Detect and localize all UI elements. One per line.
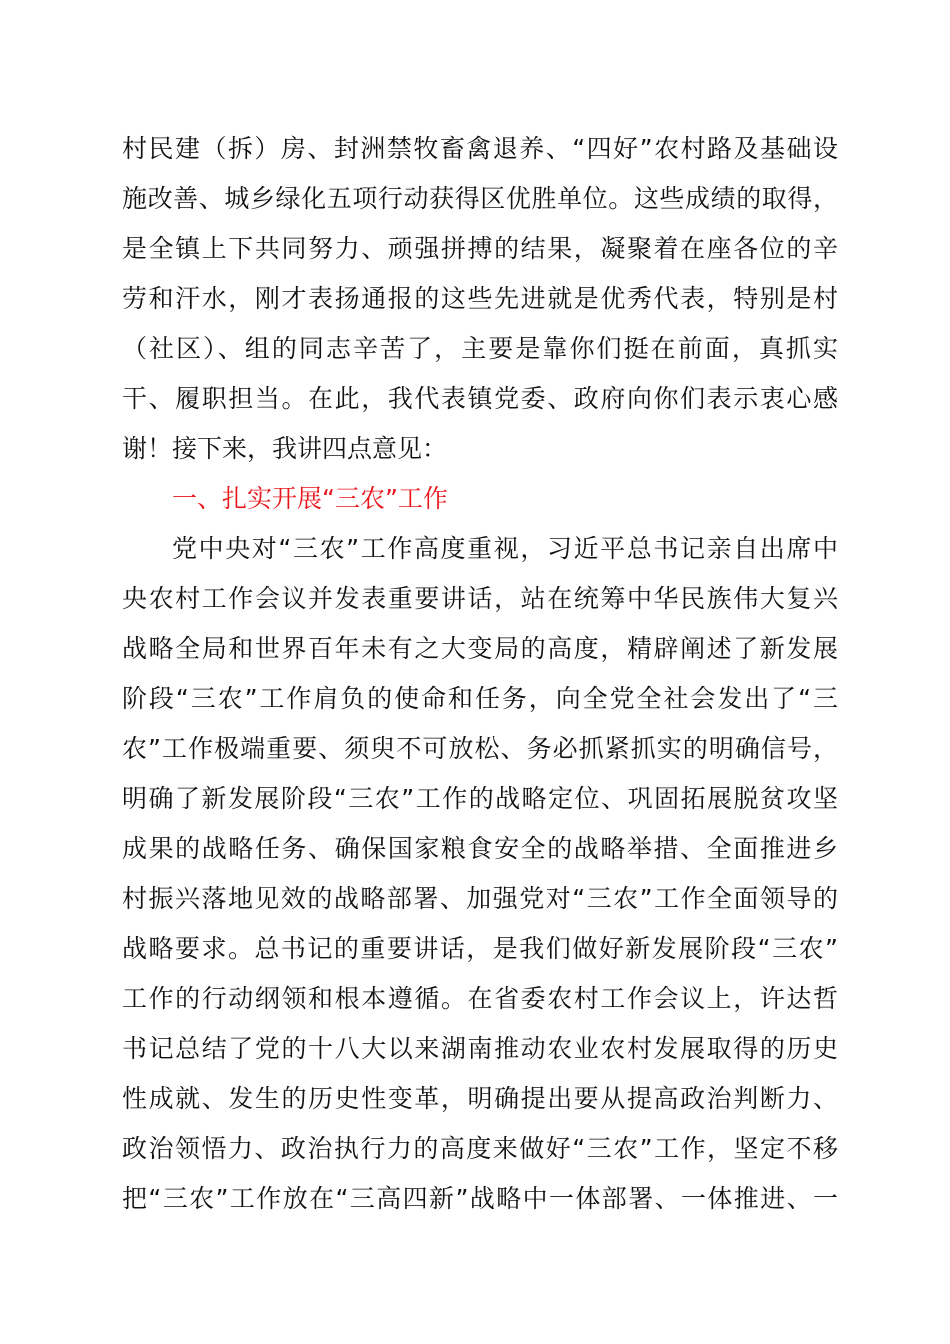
text-line: 工作的行动纲领和根本遵循。在省委农村工作会议上，许达哲 (122, 984, 838, 1013)
text-line: 劳和汗水，刚才表扬通报的这些先进就是优秀代表，特别是村 (122, 284, 838, 313)
text-line: 干、履职担当。在此，我代表镇党委、政府向你们表示衷心感 (122, 384, 838, 413)
paragraph-section-1 (122, 524, 838, 1224)
text-line: 性成就、发生的历史性变革，明确提出要从提高政治判断力、 (122, 1084, 838, 1113)
text-line: 央农村工作会议并发表重要讲话，站在统筹中华民族伟大复兴 (122, 584, 838, 613)
text-line: 是全镇上下共同努力、顽强拼搏的结果，凝聚着在座各位的辛 (122, 234, 838, 263)
text-line: 谢！接下来，我讲四点意见： (122, 434, 448, 463)
text-line: 明确了新发展阶段“三农”工作的战略定位、巩固拓展脱贫攻坚 (122, 784, 838, 813)
text-line: 施改善、城乡绿化五项行动获得区优胜单位。这些成绩的取得， (122, 184, 838, 213)
text-line: 村振兴落地见效的战略部署、加强党对“三农”工作全面领导的 (122, 884, 838, 913)
paragraph-intro (122, 124, 838, 474)
text-line-indented: 党中央对“三农”工作高度重视，习近平总书记亲自出席中 (172, 534, 838, 563)
section-heading: 一、扎实开展“三农”工作 (172, 484, 448, 513)
text-line: 战略全局和世界百年未有之大变局的高度，精辟阐述了新发展 (122, 634, 838, 663)
text-line: （社区）、组的同志辛苦了，主要是靠你们挺在前面，真抓实 (122, 334, 838, 363)
text-line: 村民建（拆）房、封洲禁牧畜禽退养、“四好”农村路及基础设 (122, 134, 838, 163)
text-line: 把“三农”工作放在“三高四新”战略中一体部署、一体推进、一 (122, 1184, 838, 1213)
text-line: 农”工作极端重要、须臾不可放松、务必抓紧抓实的明确信号， (122, 734, 838, 763)
document-body (122, 124, 838, 1224)
text-line: 成果的战略任务、确保国家粮食安全的战略举措、全面推进乡 (122, 834, 838, 863)
text-line: 战略要求。总书记的重要讲话，是我们做好新发展阶段“三农” (122, 934, 838, 963)
text-line: 政治领悟力、政治执行力的高度来做好“三农”工作，坚定不移 (122, 1134, 838, 1163)
text-line: 书记总结了党的十八大以来湖南推动农业农村发展取得的历史 (122, 1034, 838, 1063)
text-line: 阶段“三农”工作肩负的使命和任务，向全党全社会发出了“三 (122, 684, 838, 713)
